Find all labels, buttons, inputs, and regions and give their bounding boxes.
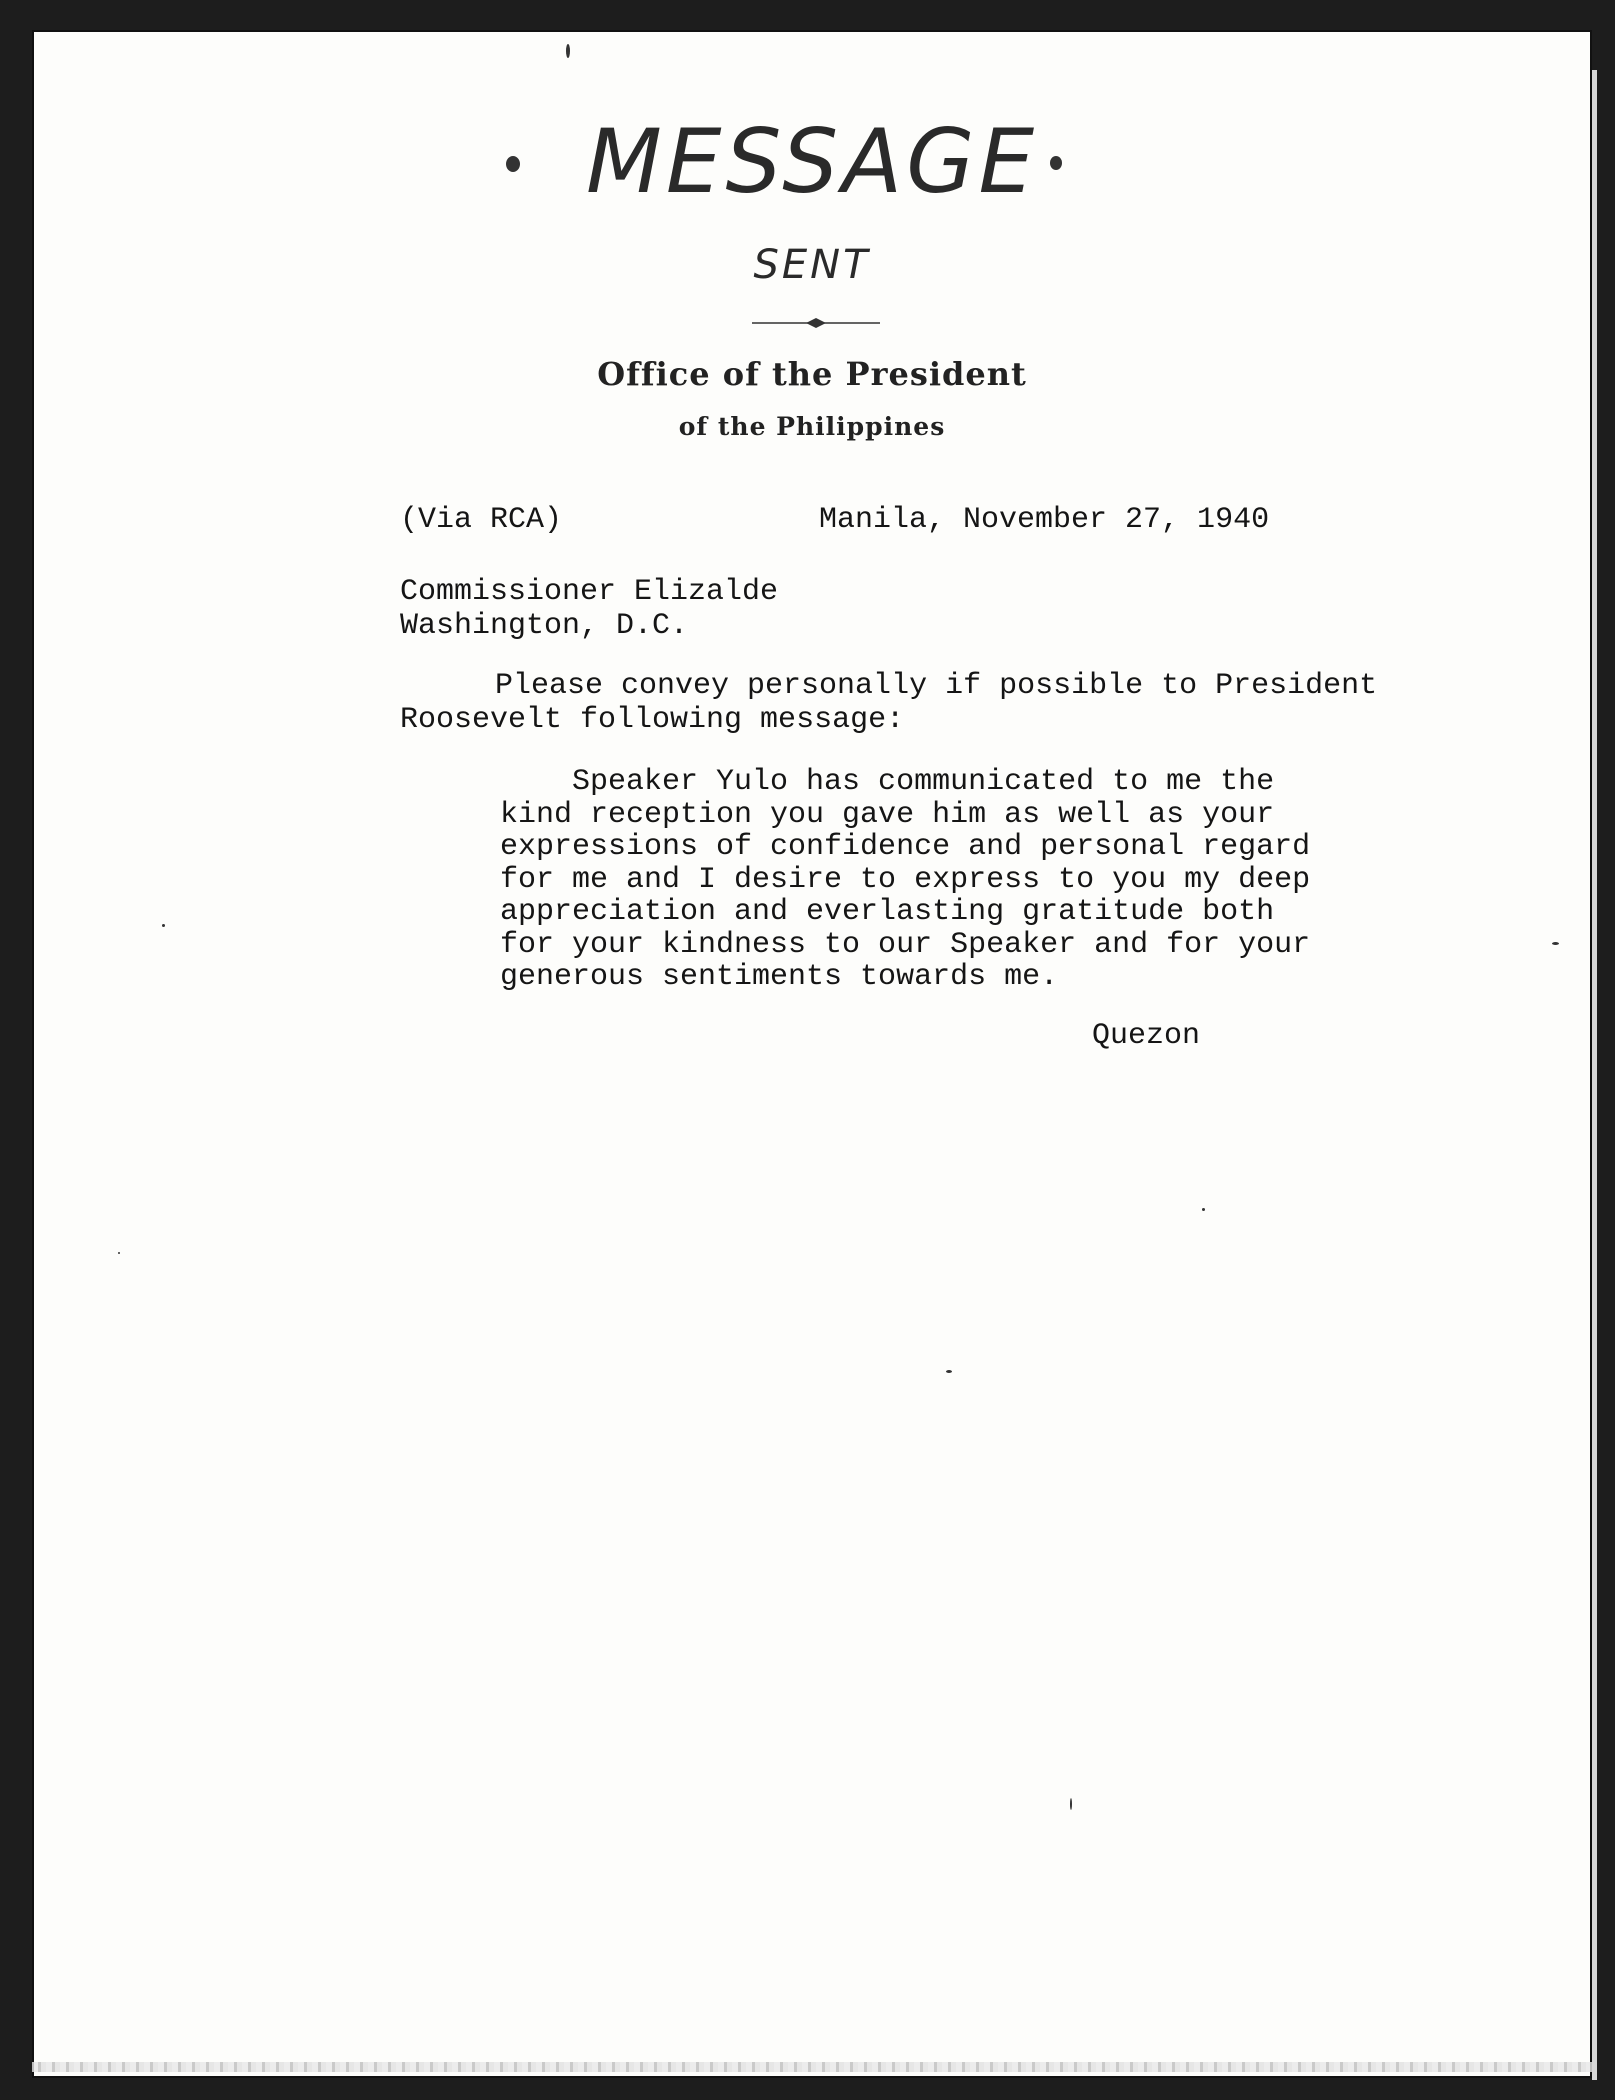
paper-speck <box>118 1252 120 1254</box>
letterhead-subtitle: SENT <box>753 242 871 288</box>
message-body <box>500 766 1310 994</box>
document-page <box>32 30 1592 2078</box>
intro-line-2: Roosevelt following message: <box>400 703 905 737</box>
letterhead-title: MESSAGE <box>585 110 1039 213</box>
letterhead-office-sub: of the Philippines <box>678 412 946 441</box>
paper-speck <box>1050 156 1062 170</box>
paper-speck <box>1552 942 1559 945</box>
addressee-location: Washington, D.C. <box>400 609 689 643</box>
ornament-divider <box>752 316 880 330</box>
paper-edge <box>1592 70 1597 2080</box>
message-line: Speaker Yulo has communicated to me the <box>500 765 1275 799</box>
paper-speck <box>946 1370 952 1373</box>
message-line: for me and I desire to express to you my deep <box>500 862 1311 897</box>
paper-speck <box>506 156 520 172</box>
addressee-name: Commissioner Elizalde <box>400 575 779 609</box>
dateline: Manila, November 27, 1940 <box>819 503 1270 537</box>
paper-speck <box>1070 1798 1072 1810</box>
letterhead-office: Office of the President <box>597 355 1027 393</box>
message-line: expressions of confidence and personal regard <box>500 830 1311 864</box>
signature: Quezon <box>1092 1019 1201 1053</box>
message-line: for your kindness to our Speaker and for your <box>500 927 1311 962</box>
paper-speck <box>566 44 570 58</box>
via-line: (Via RCA) <box>400 503 563 537</box>
message-line: appreciation and everlasting gratitude both <box>500 895 1275 929</box>
message-line: generous sentiments towards me. <box>500 960 1059 994</box>
paper-edge <box>32 2062 1592 2072</box>
paper-speck <box>1202 1208 1205 1211</box>
message-line: kind reception you gave him as well as your <box>500 797 1275 832</box>
intro-line-1: Please convey personally if possible to President <box>495 669 1378 703</box>
paper-speck <box>162 924 165 927</box>
